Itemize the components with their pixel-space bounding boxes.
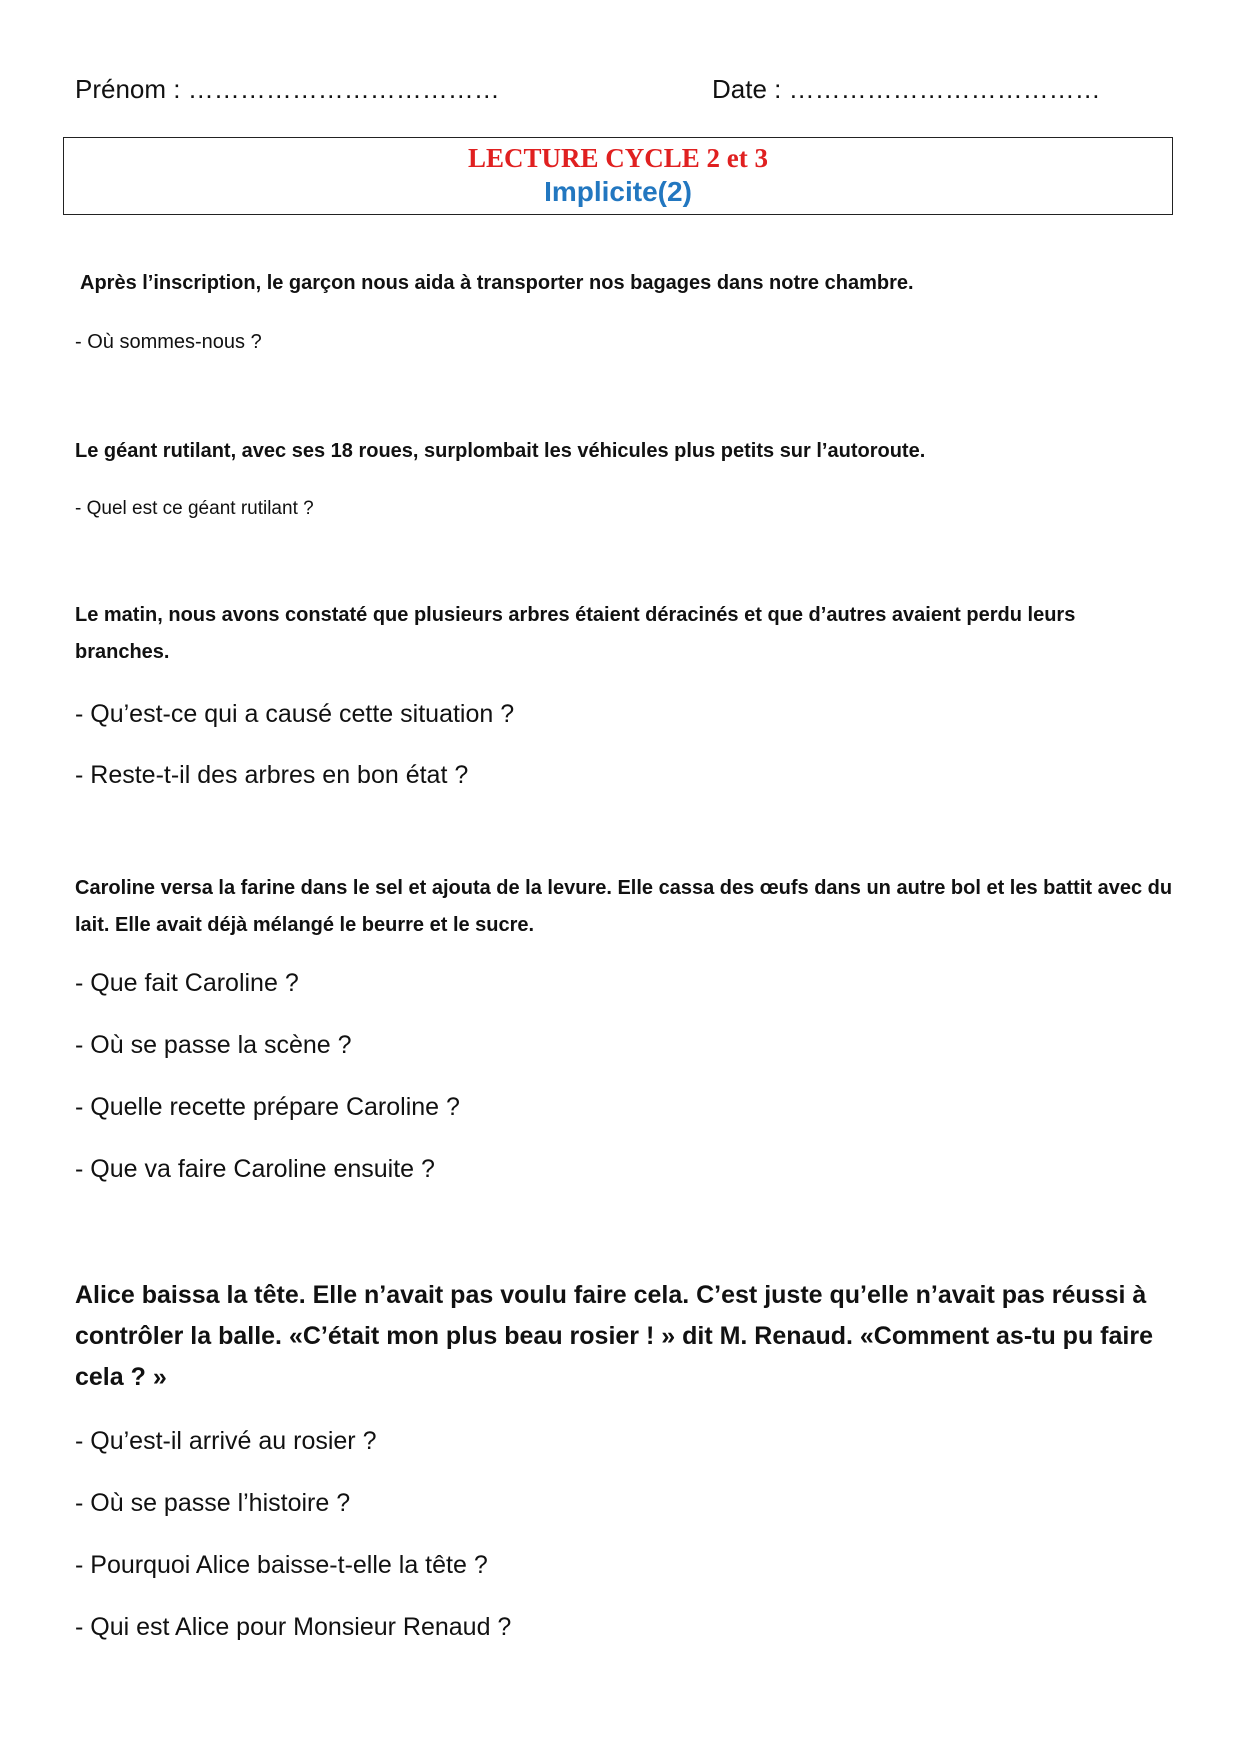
exercise-4-question-2: - Où se passe la scène ? [75,1031,352,1059]
title-box [63,137,1173,215]
exercise-5-question-4: - Qui est Alice pour Monsieur Renaud ? [75,1613,512,1641]
exercise-1-question-1: - Où sommes-nous ? [75,331,262,353]
exercise-2-question-1: - Quel est ce géant rutilant ? [75,498,314,519]
page-title: LECTURE CYCLE 2 et 3 [467,143,769,173]
page-subtitle: Implicite(2) [544,176,692,207]
exercise-4-passage: Caroline versa la farine dans le sel et ajouta de la levure. Elle cassa des œufs dans un autre bol et les battit avec du lait. Elle avait déjà mélangé le beurre et le sucre. [75,877,1173,936]
exercise-3-question-2: - Reste-t-il des arbres en bon état ? [75,761,469,789]
exercise-5-question-2: - Où se passe l’histoire ? [75,1489,351,1517]
exercise-4-question-3: - Quelle recette prépare Caroline ? [75,1093,460,1121]
date-field: Date : ……………………………… [712,74,1101,104]
exercise-5-question-1: - Qu’est-il arrivé au rosier ? [75,1427,377,1455]
exercise-4-question-4: - Que va faire Caroline ensuite ? [75,1155,435,1183]
exercise-2-passage: Le géant rutilant, avec ses 18 roues, surplombait les véhicules plus petits sur l’autoroute. [75,440,926,462]
exercise-3-passage: Le matin, nous avons constaté que plusieurs arbres étaient déracinés et que d’autres avaient perdu leurs branches. [75,604,1076,663]
exercise-3-question-1: - Qu’est-ce qui a causé cette situation ? [75,700,515,728]
prenom-field: Prénom : ……………………………… [75,74,500,104]
exercise-5-passage: Alice baissa la tête. Elle n’avait pas voulu faire cela. C’est juste qu’elle n’avait pas réussi à contrôler la balle. «C’était mon plus beau rosier ! » dit M. Renaud. «Comment as-tu pu faire cela ? » [75,1281,1153,1391]
exercise-5-question-3: - Pourquoi Alice baisse-t-elle la tête ? [75,1551,488,1579]
header-row [75,74,1175,114]
exercise-1-passage: Après l’inscription, le garçon nous aida à transporter nos bagages dans notre chambre. [80,272,914,294]
exercise-4-question-1: - Que fait Caroline ? [75,969,299,997]
